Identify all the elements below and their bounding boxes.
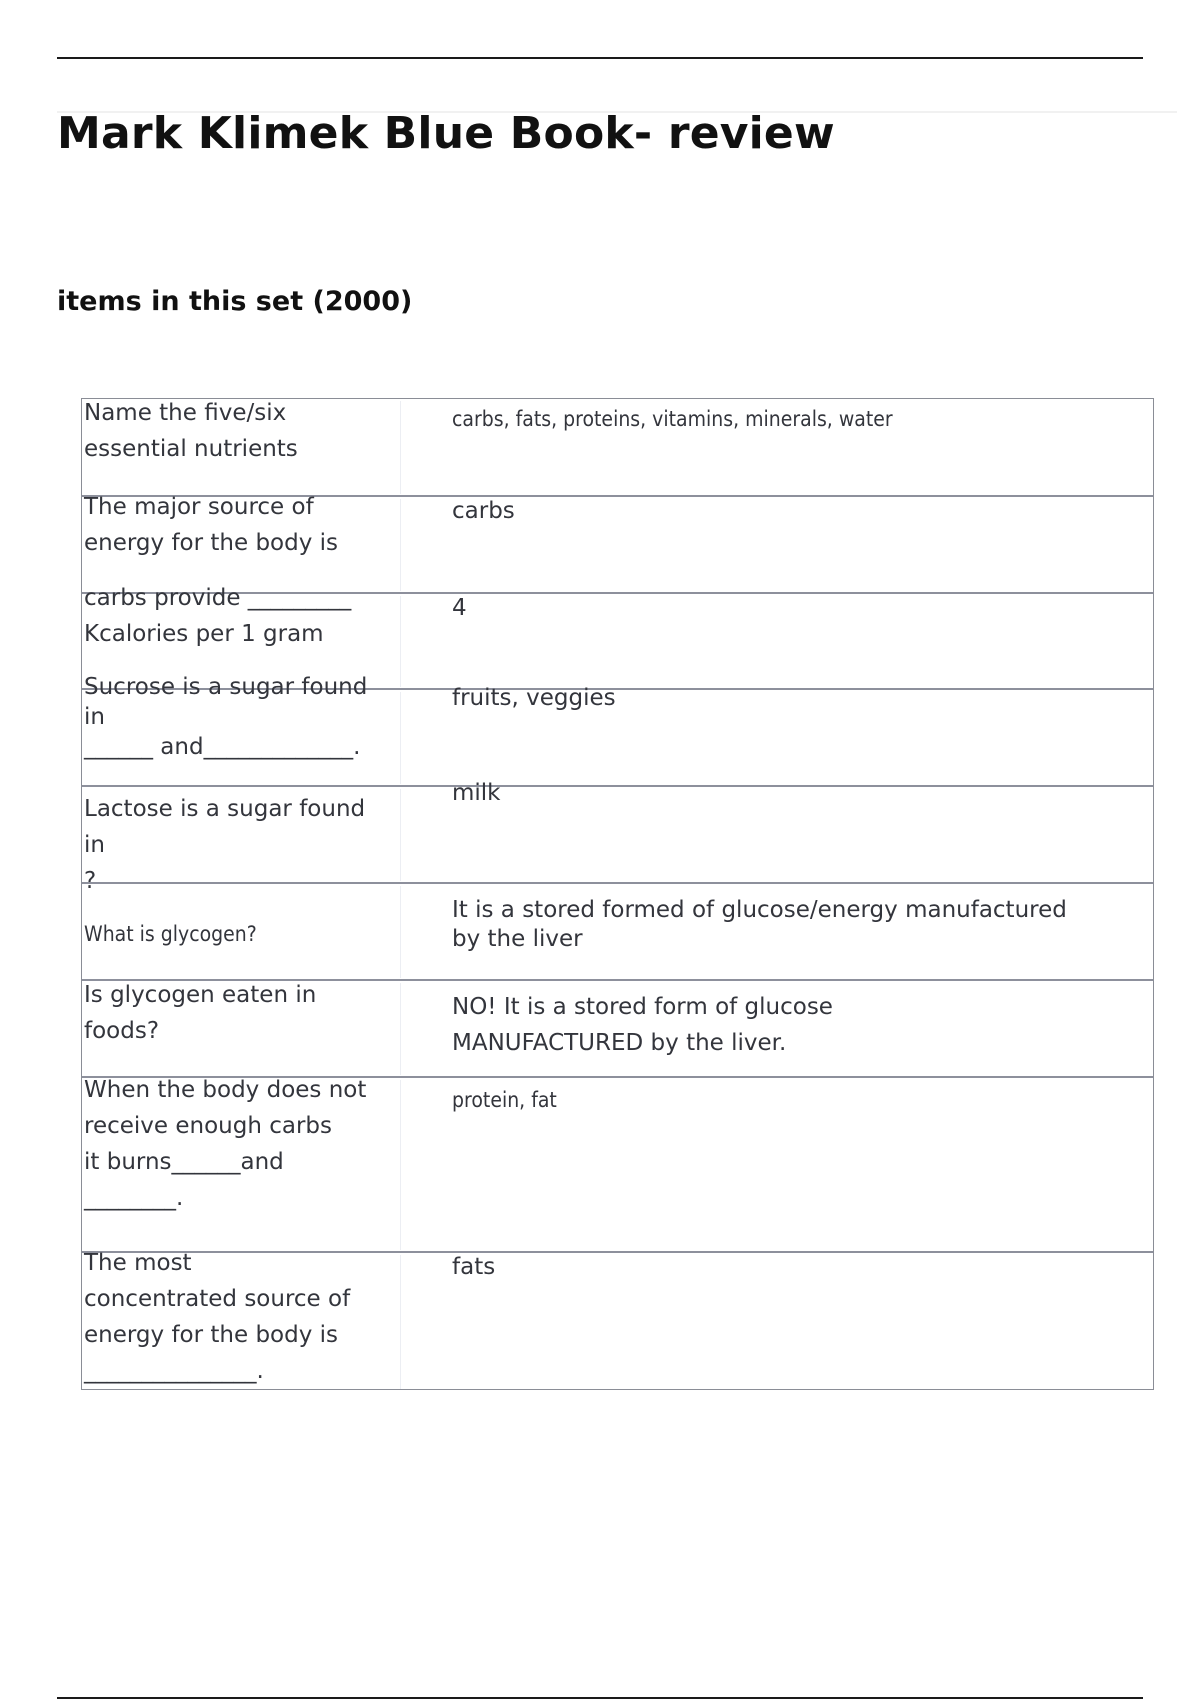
column-divider xyxy=(400,1255,401,1389)
card-row xyxy=(82,399,1153,496)
card-term: The most concentrated source of energy for the body is _______________. xyxy=(84,1250,351,1384)
card-term: Is glycogen eaten in foods? xyxy=(84,982,317,1044)
card-row xyxy=(82,1076,1153,1252)
column-divider xyxy=(400,789,401,881)
card-term: Sucrose is a sugar found in ______ and_____________. xyxy=(84,674,368,760)
column-divider xyxy=(400,401,401,494)
card-definition: fruits, veggies xyxy=(452,685,616,711)
card-term: The major source of energy for the body is xyxy=(84,494,339,556)
column-divider xyxy=(400,499,401,591)
card-definition: It is a stored formed of glucose/energy manufactured by the liver xyxy=(452,897,1067,952)
card-row xyxy=(82,780,1153,894)
card-definition: carbs, fats, proteins, vitamins, minerals, water xyxy=(452,407,893,431)
set-count-heading: items in this set (2000) xyxy=(57,286,413,317)
column-divider xyxy=(400,983,401,1075)
top-rule xyxy=(57,57,1143,59)
column-divider xyxy=(400,1080,401,1250)
card-term: Name the five/six essential nutrients xyxy=(84,400,298,462)
card-definition: fats xyxy=(452,1254,496,1280)
card-definition: carbs xyxy=(452,498,515,524)
card-row xyxy=(82,674,1153,786)
card-term: carbs provide _________ Kcalories per 1 gram xyxy=(84,585,352,647)
card-term: Lactose is a sugar found in ? xyxy=(84,796,366,894)
card-row xyxy=(82,979,1153,1077)
card-definition: 4 xyxy=(452,595,467,621)
card-row xyxy=(82,1251,1153,1391)
card-definition: protein, fat xyxy=(452,1088,557,1112)
column-divider xyxy=(400,596,401,687)
column-divider xyxy=(400,886,401,978)
card-row xyxy=(82,495,1153,593)
card-term: What is glycogen? xyxy=(84,922,257,946)
card-row xyxy=(82,882,1153,980)
bottom-rule xyxy=(57,1697,1143,1699)
page-title: Mark Klimek Blue Book- review xyxy=(57,108,835,159)
flashcard-table xyxy=(81,398,1154,1390)
card-definition: milk xyxy=(452,780,501,806)
column-divider xyxy=(400,692,401,784)
card-definition: NO! It is a stored form of glucose MANUFACTURED by the liver. xyxy=(452,994,833,1056)
card-term: When the body does not receive enough carbs it burns______and ________. xyxy=(84,1077,367,1211)
